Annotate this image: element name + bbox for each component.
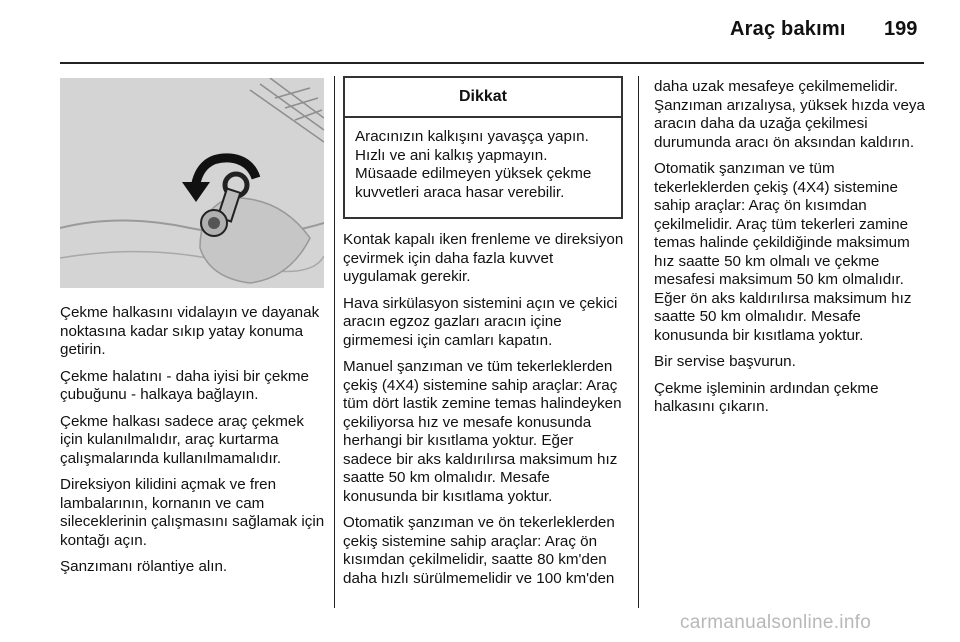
- paragraph: Hava sirkülasyon sistemini açın ve çekici aracın egzoz gazları aracın içine girmemesi için camları kapatın.: [343, 294, 618, 349]
- warning-title: Dikkat: [345, 78, 621, 118]
- column-right: [654, 78, 929, 425]
- column-divider: [334, 76, 335, 608]
- tow-eye-drawing: [60, 78, 324, 288]
- paragraph: Çekme halkasını vidalayın ve dayanak noktasına kadar sıkıp yatay konuma getirin.: [60, 304, 320, 358]
- warning-text: Aracınızın kalkışını yavaşça yapın. Hızlı ve ani kalkış yapmayın. Müsaade edilmeyen yüksek çekme kuvvetleri araca hasar verebilir.: [355, 128, 592, 201]
- header-divider: [60, 62, 924, 64]
- paragraph: Direksiyon kilidini açmak ve fren lambalarının, kornanın ve cam sileceklerinin çalışmasını sağlamak için kontağı açın.: [60, 476, 325, 549]
- paragraph: daha uzak mesafeye çekilmemelidir. Şanzıman arızalıysa, yüksek hızda veya aracın daha da uzağa çekilmesi durumunda aracı ön aksından kaldırın.: [654, 78, 925, 151]
- tow-eye-illustration: [60, 78, 324, 288]
- watermark: carmanualsonline.info: [680, 612, 872, 633]
- paragraph: Bir servise başvurun.: [654, 353, 796, 370]
- paragraph: Şanzımanı rölantiye alın.: [60, 558, 228, 575]
- column-middle: [343, 231, 625, 596]
- warning-box: [343, 76, 623, 219]
- paragraph: Otomatik şanzıman ve tüm tekerleklerden çekiş (4X4) sistemine sahip araçlar: Araç ön kısımdan çekilmelidir. Araç tüm tekerleri zamine temas halinde çekildiğinde maksimum hız saatte 50 km olmalı ve çekme mesafesi maksimum 50 km olmalıdır. Eğer ön aks kaldırılırsa maksimum hız saatte 50 km olmalıdır. Mesafe konusunda bir kısıtlama yoktur.: [654, 160, 912, 344]
- paragraph: Çekme halkası sadece araç çekmek için kulanılmalıdır, araç kurtarma çalışmalarında kullanılmamalıdır.: [60, 412, 304, 467]
- paragraph: Otomatik şanzıman ve ön tekerleklerden çekiş sistemine sahip araçlar: Araç ön kısımdan çekilmelidir, saatte 80 km'den daha hızlı sürülmemelidir ve 100 km'den: [343, 514, 615, 587]
- column-left: [60, 304, 328, 585]
- section-title: Araç bakımı: [730, 18, 846, 40]
- paragraph: Çekme işleminin ardından çekme halkasını çıkarın.: [654, 379, 879, 415]
- column-divider: [638, 76, 639, 608]
- paragraph: Manuel şanzıman ve tüm tekerleklerden çekiş (4X4) sistemine sahip araçlar: Araç tüm dört lastik zemine temas halindeyken çekiliyorsa hız ve mesafe konusunda herhangi bir kısıtlama yoktur. Eğer sadece bir aks kaldırılırsa maksimum hız saatte 50 km olmalıdır. Mesafe konusunda bir kısıtlama yoktur.: [343, 358, 622, 505]
- paragraph: Çekme halatını - daha iyisi bir çekme çubuğunu - halkaya bağlayın.: [60, 367, 310, 403]
- page-number: 199: [884, 18, 918, 40]
- paragraph: Kontak kapalı iken frenleme ve direksiyon çevirmek için daha fazla kuvvet uygulamak gerekir.: [343, 231, 624, 285]
